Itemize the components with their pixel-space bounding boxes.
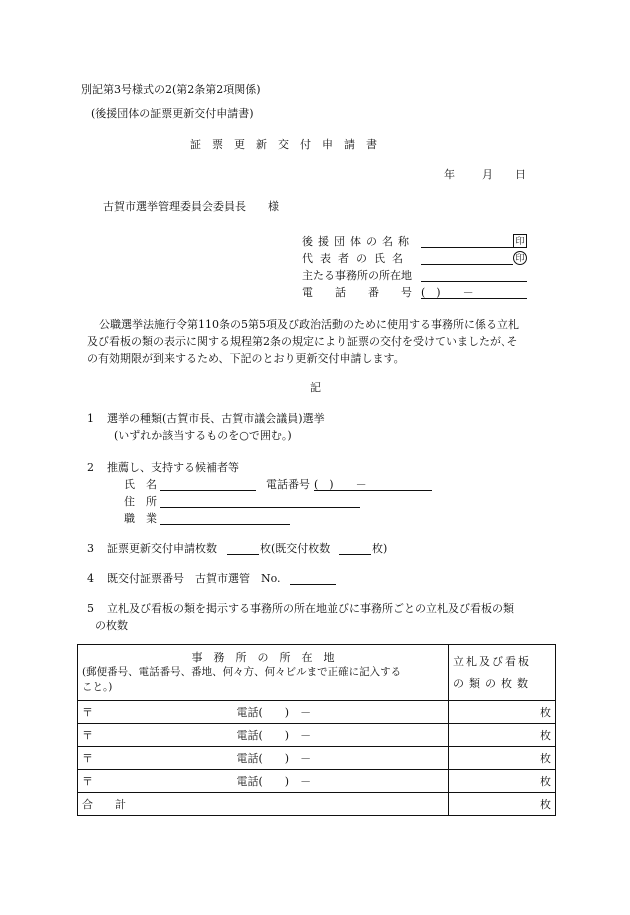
ki-heading: 記 <box>310 381 321 394</box>
item4-num: 4 <box>87 572 94 585</box>
count-unit: 枚 <box>540 775 551 788</box>
table-row <box>78 747 556 770</box>
office-address-cell[interactable] <box>78 701 449 724</box>
total-unit: 枚 <box>540 798 551 811</box>
item2-num: 2 <box>87 461 94 474</box>
item1-text: 選挙の種類(古賀市長、古賀市議会議員)選挙 <box>107 412 325 425</box>
total-label: 合 計 <box>82 798 126 811</box>
candidate-occupation-label: 職 業 <box>124 512 157 525</box>
table-header-row <box>78 645 556 701</box>
form-reference: 別記第3号様式の2(第2条第2項関係) <box>81 83 261 96</box>
table-row <box>78 701 556 724</box>
form-subtitle: (後援団体の証票更新交付申請書) <box>91 107 254 120</box>
office-count-cell[interactable] <box>449 701 556 724</box>
item5-line-2: の枚数 <box>95 619 128 632</box>
item1-note: (いずれか該当するものを○で囲む。) <box>114 429 292 442</box>
office-address-cell[interactable] <box>78 747 449 770</box>
issued-number-field[interactable] <box>290 572 336 585</box>
office-address-field[interactable] <box>421 269 527 282</box>
offices-table <box>77 644 556 816</box>
office-phone: 電話( ) － <box>236 752 312 765</box>
item3-text-c: 枚) <box>372 542 388 555</box>
seal-mark-round: 印 <box>513 251 527 265</box>
office-address-cell[interactable] <box>78 770 449 793</box>
item3-text-a: 証票更新交付申請枚数 <box>107 542 217 555</box>
postal-mark: 〒 <box>82 729 93 742</box>
candidate-occupation-field[interactable] <box>160 512 290 525</box>
count-header-cell <box>449 645 556 701</box>
table-row <box>78 770 556 793</box>
phone-label: 電話番号 <box>302 286 434 299</box>
table-row <box>78 724 556 747</box>
office-count-cell[interactable] <box>449 724 556 747</box>
count-unit: 枚 <box>540 729 551 742</box>
candidate-phone-field[interactable] <box>314 478 432 491</box>
addressee: 古賀市選挙管理委員会委員長 様 <box>103 200 279 213</box>
date-month: 月 <box>482 168 493 181</box>
office-count-cell[interactable] <box>449 770 556 793</box>
postal-mark: 〒 <box>82 775 93 788</box>
item4-text: 既交付証票番号 古賀市選管 No. <box>107 572 281 585</box>
candidate-address-label: 住 所 <box>124 495 157 508</box>
renewal-count-field[interactable] <box>227 542 259 555</box>
rep-name-field[interactable] <box>421 252 513 265</box>
office-address-label: 主たる事務所の所在地 <box>302 269 412 282</box>
phone-format: ( ) － <box>421 286 474 299</box>
item3-text-b: 枚(既交付枚数 <box>260 542 331 555</box>
org-name-label: 後援団体の名称 <box>302 235 414 248</box>
total-label-cell <box>78 793 449 816</box>
postal-mark: 〒 <box>82 752 93 765</box>
candidate-phone-label: 電話番号 <box>266 478 310 491</box>
count-unit: 枚 <box>540 706 551 719</box>
office-count-cell[interactable] <box>449 747 556 770</box>
count-unit: 枚 <box>540 752 551 765</box>
candidate-name-label: 氏 名 <box>124 478 157 491</box>
candidate-address-field[interactable] <box>160 495 360 508</box>
issued-count-field[interactable] <box>339 542 371 555</box>
address-header-title: 事 務 所 の 所 在 地 <box>191 651 335 664</box>
body-line-1: 公職選挙法施行令第110条の5第5項及び政治活動のために使用する事務所に係る立札 <box>99 318 519 331</box>
candidate-phone-format: ( ) － <box>314 478 367 491</box>
count-header-line-1: 立札及び看板 <box>453 654 531 668</box>
body-line-3: の有効期限が到来するため、下記のとおり更新交付申請します。 <box>87 352 405 365</box>
phone-field[interactable] <box>421 286 527 299</box>
office-phone: 電話( ) － <box>236 775 312 788</box>
address-header-note-2: こと。) <box>82 681 113 693</box>
item5-num: 5 <box>87 602 94 615</box>
address-header-cell <box>78 645 449 701</box>
date-year: 年 <box>444 168 455 181</box>
body-line-2: 及び看板の類の表示に関する規程第2条の規定により証票の交付を受けていましたが､そ <box>87 335 518 348</box>
item5-line-1: 立札及び看板の類を掲示する事務所の所在地並びに事務所ごとの立札及び看板の類 <box>107 602 514 615</box>
address-header-note-1: (郵便番号、電話番号、番地、何々方、何々ビルまで正確に記入する <box>82 666 402 678</box>
office-address-cell[interactable] <box>78 724 449 747</box>
office-phone: 電話( ) － <box>236 729 312 742</box>
date-day: 日 <box>515 168 526 181</box>
candidate-name-field[interactable] <box>160 478 256 491</box>
document-title: 証 票 更 新 交 付 申 請 書 <box>190 138 377 151</box>
total-count-cell[interactable] <box>449 793 556 816</box>
table-total-row <box>78 793 556 816</box>
count-header-line-2: の類の枚数 <box>453 676 533 690</box>
item3-num: 3 <box>87 542 94 555</box>
postal-mark: 〒 <box>82 706 93 719</box>
office-phone: 電話( ) － <box>236 706 312 719</box>
rep-name-label: 代表者の氏名 <box>302 252 410 265</box>
seal-mark: 印 <box>513 234 527 248</box>
org-name-field[interactable] <box>421 235 513 248</box>
item1-num: 1 <box>87 412 94 425</box>
item2-text: 推薦し、支持する候補者等 <box>107 461 239 474</box>
